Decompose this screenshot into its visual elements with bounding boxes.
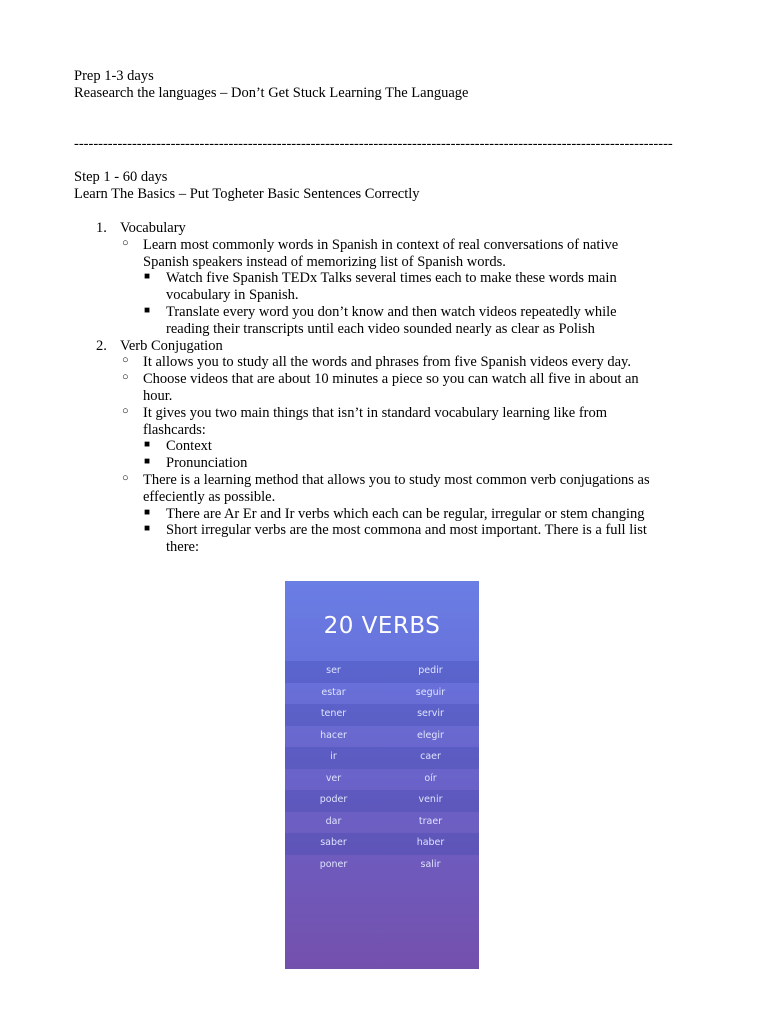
list-item-text: Context [166, 438, 212, 455]
outline-list [74, 220, 694, 560]
verb-cell: dar [325, 815, 342, 827]
verb-row [285, 747, 479, 769]
list-item-text: vocabulary in Spanish. [166, 287, 299, 304]
sub-bullet-item [74, 455, 768, 472]
list-item-text: hour. [143, 387, 173, 404]
sub-bullet-item [74, 438, 768, 455]
verb-cell: hacer [320, 729, 347, 741]
sub-bullet-item [74, 506, 768, 523]
list-item-text: It allows you to study all the words and phrases from five Spanish videos every day. [143, 354, 631, 371]
verb-cell: poder [319, 794, 348, 806]
list-item-text: effeciently as possible. [143, 488, 276, 505]
circle-bullet-icon: ○ [122, 472, 129, 484]
bullet-item [74, 405, 763, 439]
prep-title: Prep 1-3 days [74, 68, 154, 84]
list-item-text: There is a learning method that allows you to study most common verb conjugations as [143, 472, 650, 488]
step-subtitle: Learn The Basics – Put Togheter Basic Sentences Correctly [74, 185, 420, 202]
verb-cell: estar [321, 686, 346, 698]
verb-cell: venir [418, 794, 443, 806]
numbered-item [74, 220, 740, 237]
verb-cell: traer [418, 815, 443, 827]
list-item-text: there: [166, 539, 200, 556]
list-item-text: Vocabulary [120, 220, 186, 236]
step-section [74, 169, 704, 203]
verb-row [285, 833, 479, 855]
square-bullet-icon: ■ [144, 456, 151, 468]
square-bullet-icon: ■ [144, 439, 151, 451]
list-number: 1. [96, 220, 107, 236]
list-item-text: Watch five Spanish TEDx Talks several times each to make these words main [166, 270, 617, 287]
list-item-text: Translate every word you don’t know and then watch videos repeatedly while [166, 304, 617, 320]
verb-cell: saber [320, 837, 347, 849]
list-item-text: Choose videos that are about 10 minutes a piece so you can watch all five in about an [143, 371, 639, 388]
prep-subtitle: Reasearch the languages – Don’t Get Stuck Learning The Language [74, 84, 469, 101]
verb-cell: caer [420, 751, 441, 763]
step-title: Step 1 - 60 days [74, 169, 168, 185]
verb-cell: servir [417, 708, 444, 720]
bullet-item [74, 237, 763, 271]
verbs-card-title: 20 VERBS [323, 613, 441, 639]
circle-bullet-icon: ○ [122, 236, 129, 249]
bullet-item [74, 472, 763, 506]
list-item-text: flashcards: [143, 421, 206, 438]
verb-cell: pedir [418, 665, 443, 677]
verb-cell: poner [319, 858, 348, 870]
verb-cell: salir [420, 858, 441, 870]
circle-bullet-icon: ○ [122, 354, 129, 367]
bullet-item [74, 371, 763, 405]
verb-row [285, 790, 479, 812]
list-item-text: Learn most commonly words in Spanish in context of real conversations of native [143, 236, 619, 253]
bullet-item [74, 354, 763, 371]
verb-row [285, 683, 479, 705]
verb-row [285, 812, 479, 834]
list-item-text: It gives you two main things that isn’t in standard vocabulary learning like from [143, 404, 608, 421]
square-bullet-icon: ■ [144, 305, 151, 316]
verb-row [285, 855, 479, 877]
verb-cell: haber [416, 837, 445, 849]
list-item-text: reading their transcripts until each video sounded nearly as clear as Polish [166, 320, 595, 337]
verb-cell: elegir [417, 729, 444, 741]
sub-bullet-item [74, 304, 768, 338]
verb-row [285, 661, 479, 683]
circle-bullet-icon: ○ [122, 404, 129, 417]
section-divider: ---------------------------------------------------------------------------------------------------------------------------- [74, 136, 673, 152]
list-item-text: Pronunciation [166, 455, 248, 472]
list-number: 2. [96, 337, 107, 354]
prep-section [74, 68, 704, 102]
list-item-text: There are Ar Er and Ir verbs which each can be regular, irregular or stem changing [166, 505, 645, 522]
verb-row [285, 704, 479, 726]
square-bullet-icon: ■ [144, 271, 151, 283]
numbered-item [74, 338, 740, 355]
list-item-text: Spanish speakers instead of memorizing list of Spanish words. [143, 253, 506, 270]
verb-row [285, 769, 479, 791]
verb-cell: ser [326, 665, 341, 677]
verb-cell: seguir [415, 686, 446, 698]
verb-cell: oír [424, 772, 437, 784]
verb-cell: ir [330, 751, 337, 763]
sub-bullet-item [74, 522, 768, 556]
verb-cell: tener [320, 708, 347, 720]
list-item-text: Short irregular verbs are the most commona and most important. There is a full list [166, 522, 647, 539]
square-bullet-icon: ■ [144, 506, 151, 518]
square-bullet-icon: ■ [144, 523, 151, 535]
verbs-table [285, 661, 479, 876]
verbs-card-image [285, 581, 479, 969]
list-item-text: Verb Conjugation [120, 337, 223, 354]
verb-cell: ver [325, 772, 342, 784]
sub-bullet-item [74, 270, 768, 304]
verb-row [285, 726, 479, 748]
circle-bullet-icon: ○ [122, 371, 129, 384]
